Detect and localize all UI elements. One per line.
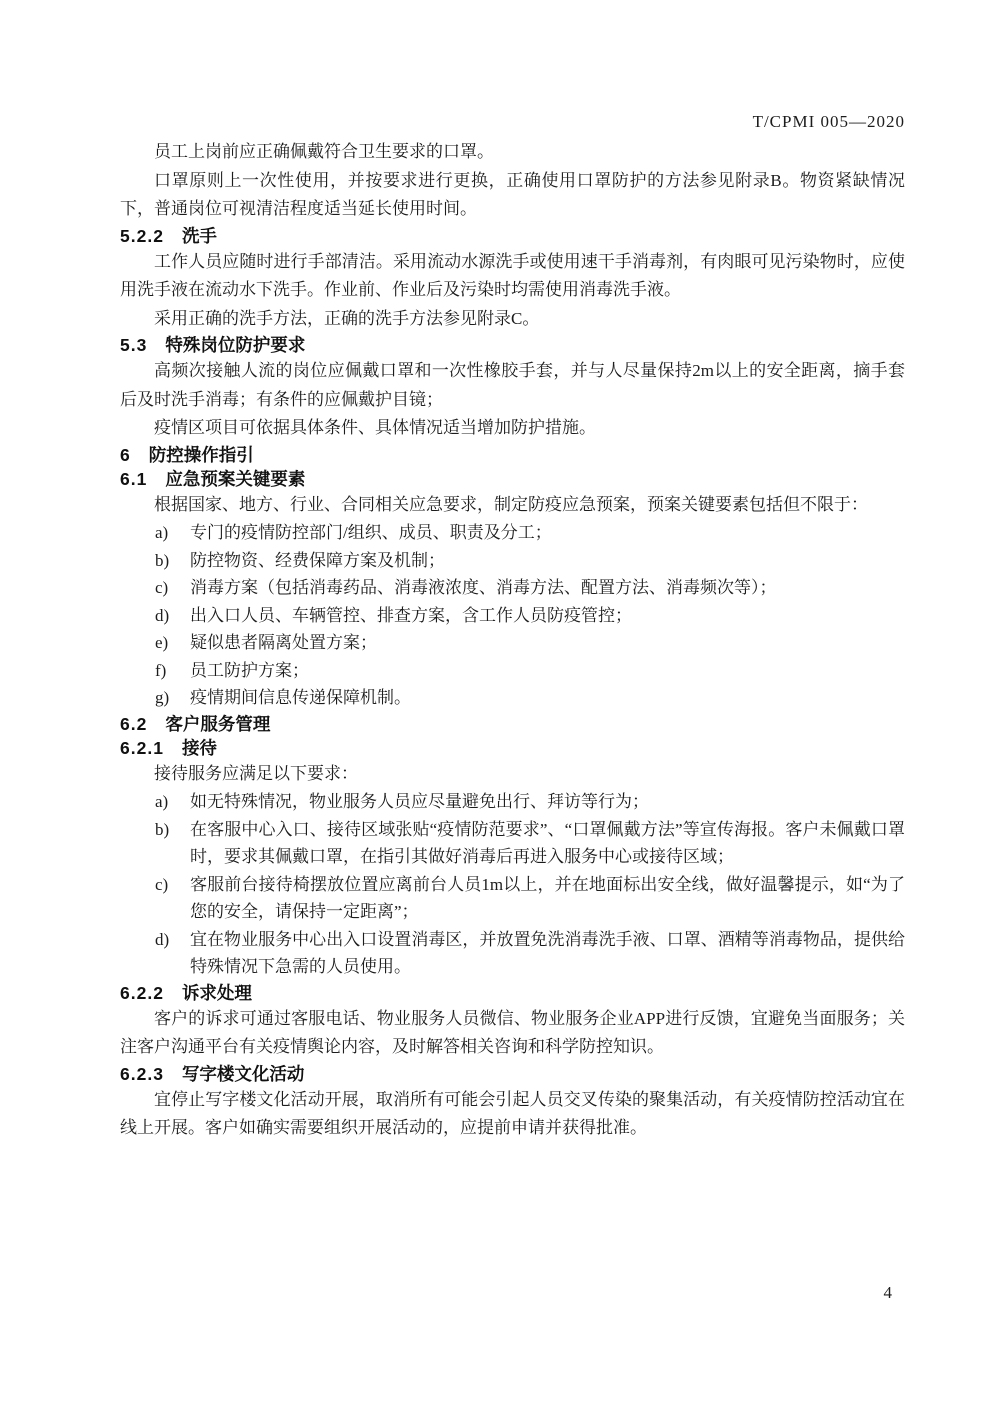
list-item	[120, 657, 905, 685]
list-item	[120, 629, 905, 657]
list-marker: e)	[155, 633, 169, 652]
para-special-post-1: 高频次接触人流的岗位应佩戴口罩和一次性橡胶手套，并与人尽量保持2m以上的安全距离，摘手套后及时洗手消毒；有条件的应佩戴护目镜；	[120, 361, 905, 409]
heading-5-3	[120, 333, 905, 357]
list-item-text: 员工防护方案；	[190, 660, 309, 680]
list-marker: a)	[155, 792, 169, 811]
page-number: 4	[883, 1283, 892, 1302]
list-item-text: 如无特殊情况，物业服务人员应尽量避免出行、拜访等行为；	[190, 792, 649, 811]
heading-6-2	[120, 712, 905, 736]
list-marker: d)	[155, 605, 170, 625]
para-emergency-plan-intro: 根据国家、地方、行业、合同相关应急要求，制定防疫应急预案，预案关键要素包括但不限于：	[154, 494, 868, 514]
heading-6-2-1	[120, 736, 905, 760]
list-marker: g)	[155, 688, 170, 707]
list-item	[120, 574, 905, 602]
list-item-text: 在客服中心入口、接待区域张贴“疫情防范要求”、“口罩佩戴方法”等宣传海报。客户未佩戴口罩时，要求其佩戴口罩，在指引其做好消毒后再进入服务中心或接待区域；	[190, 819, 905, 866]
heading-title: 接待	[181, 737, 217, 758]
heading-title: 洗手	[181, 225, 217, 246]
list-item-text: 防控物资、经费保障方案及机制；	[190, 550, 445, 570]
list-marker: c)	[155, 874, 169, 894]
list-item	[120, 926, 905, 981]
list-marker: b)	[155, 550, 170, 570]
heading-number: 6.2.3	[120, 1063, 164, 1084]
list-item	[120, 788, 905, 816]
heading-number: 6	[120, 444, 131, 465]
list-item-text: 客服前台接待椅摆放位置应离前台人员1m以上，并在地面标出安全线，做好温馨提示，如“为了您的安全，请保持一定距离”；	[190, 874, 905, 921]
para-complaints: 客户的诉求可通过客服电话、物业服务人员微信、物业服务企业APP进行反馈，宜避免当面服务；关注客户沟通平台有关疫情舆论内容，及时解答相关咨询和科学防控知识。	[120, 1008, 905, 1056]
para-handwash-1: 工作人员应随时进行手部清洁。采用流动水源洗手或使用速干手消毒剂，有肉眼可见污染物时，应使用洗手液在流动水下洗手。作业前、作业后及污染时均需使用消毒洗手液。	[120, 251, 905, 299]
heading-number: 5.3	[120, 335, 148, 355]
para-reception-intro: 接待服务应满足以下要求：	[154, 763, 358, 783]
para-mask-wear: 员工上岗前应正确佩戴符合卫生要求的口罩。	[154, 142, 494, 161]
running-header	[753, 112, 905, 132]
list-item-text: 消毒方案（包括消毒药品、消毒液浓度、消毒方法、配置方法、消毒频次等）；	[190, 578, 777, 597]
heading-5-2-2	[120, 224, 905, 248]
doc-code: T/CPMI 005—2020	[752, 112, 905, 131]
page-footer	[884, 1283, 893, 1303]
heading-title: 应急预案关键要素	[165, 468, 306, 489]
heading-6-2-2	[120, 981, 905, 1005]
list-item	[120, 816, 905, 871]
list-item	[120, 602, 905, 630]
para-handwash-2: 采用正确的洗手方法，正确的洗手方法参见附录C。	[154, 308, 540, 328]
heading-title: 客户服务管理	[165, 713, 271, 734]
list-marker: b)	[155, 819, 170, 839]
list-marker: c)	[155, 578, 169, 597]
heading-number: 6.2.1	[120, 737, 164, 758]
list-marker: f)	[155, 660, 167, 680]
heading-title: 特殊岗位防护要求	[165, 335, 306, 355]
list-reception	[120, 788, 905, 981]
list-emergency-plan	[120, 519, 905, 712]
list-item	[120, 519, 905, 547]
heading-number: 6.1	[120, 468, 148, 489]
list-marker: d)	[155, 929, 170, 949]
heading-title: 写字楼文化活动	[181, 1063, 305, 1084]
list-item-text: 出入口人员、车辆管控、排查方案，含工作人员防疫管控；	[190, 605, 632, 625]
list-item	[120, 871, 905, 926]
para-culture-activity: 宜停止写字楼文化活动开展，取消所有可能会引起人员交叉传染的聚集活动，有关疫情防控活动宜在线上开展。客户如确实需要组织开展活动的，应提前申请并获得批准。	[120, 1089, 905, 1137]
list-item	[120, 547, 905, 575]
heading-6-2-3	[120, 1062, 905, 1086]
list-item-text: 宜在物业服务中心出入口设置消毒区，并放置免洗消毒洗手液、口罩、酒精等消毒物品，提供给特殊情况下急需的人员使用。	[190, 929, 905, 976]
list-item	[120, 684, 905, 712]
list-item-text: 专门的疫情防控部门/组织、成员、职责及分工；	[190, 523, 552, 542]
heading-6	[120, 443, 905, 467]
heading-number: 5.2.2	[120, 225, 164, 246]
para-special-post-2: 疫情区项目可依据具体条件、具体情况适当增加防护措施。	[154, 418, 596, 437]
list-item-text: 疫情期间信息传递保障机制。	[190, 688, 411, 707]
para-mask-replace: 口罩原则上一次性使用，并按要求进行更换，正确使用口罩防护的方法参见附录B。物资紧缺情况下，普通岗位可视清洁程度适当延长使用时间。	[120, 170, 905, 218]
heading-6-1	[120, 467, 905, 491]
list-marker: a)	[155, 523, 169, 542]
heading-number: 6.2	[120, 713, 148, 734]
heading-title: 诉求处理	[181, 982, 252, 1003]
heading-number: 6.2.2	[120, 982, 164, 1003]
list-item-text: 疑似患者隔离处置方案；	[190, 633, 377, 652]
heading-title: 防控操作指引	[148, 444, 254, 465]
page-content	[120, 138, 905, 1143]
